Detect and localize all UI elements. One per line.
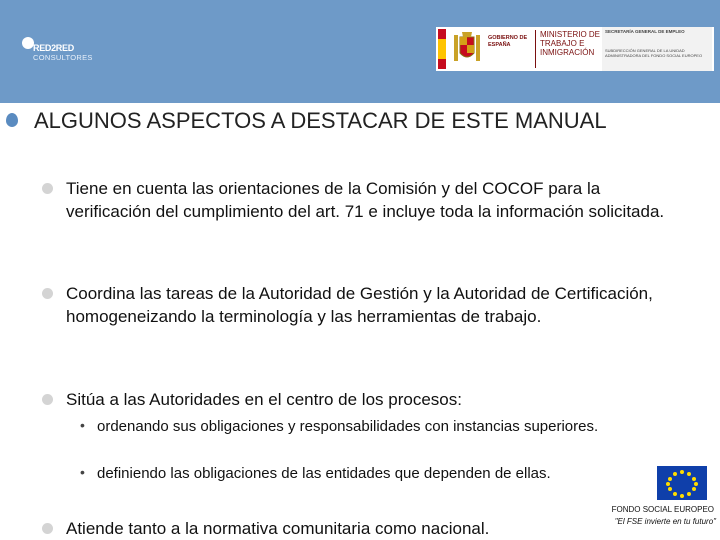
title-row xyxy=(0,103,720,143)
logo-text-primary: RED2RED xyxy=(33,43,74,53)
bullet-text: Sitúa a las Autoridades en el centro de los procesos: xyxy=(66,390,462,409)
sub-bullet-icon: • xyxy=(80,464,85,480)
eu-star-icon xyxy=(680,470,684,474)
coat-of-arms-icon xyxy=(452,31,482,67)
sub-bullet-text: definiendo las obligaciones de las entidades que dependen de ellas. xyxy=(97,465,551,482)
eu-star-icon xyxy=(666,482,670,486)
eu-star-icon xyxy=(673,472,677,476)
bullet-icon xyxy=(42,523,53,534)
eu-star-icon xyxy=(692,487,696,491)
bullet-text: Coordina las tareas de la Autoridad de Gestión y la Autoridad de Certificación, homogeneizando la terminología y las herramientas de trabajo. xyxy=(66,284,653,326)
eu-star-icon xyxy=(668,487,672,491)
header-band xyxy=(0,0,720,103)
slide-title: ALGUNOS ASPECTOS A DESTACAR DE ESTE MANUAL xyxy=(34,108,607,133)
eu-star-icon xyxy=(687,472,691,476)
bullet-icon xyxy=(42,394,53,405)
fse-motto: "El FSE invierte en tu futuro" xyxy=(614,517,716,526)
secretariat-label: SECRETARÍA GENERAL DE EMPLEO xyxy=(605,29,685,34)
spain-flag-icon xyxy=(438,29,446,69)
sub-bullet-icon: • xyxy=(80,417,85,433)
bullet-icon xyxy=(42,183,53,194)
fse-title: FONDO SOCIAL EUROPEO xyxy=(611,505,714,514)
bullet-icon xyxy=(42,288,53,299)
logo-divider xyxy=(535,30,536,68)
ministry-subunit-panel xyxy=(602,27,712,71)
eu-star-icon xyxy=(692,477,696,481)
government-label: GOBIERNO DE ESPAÑA xyxy=(488,35,528,48)
sub-bullet-text: ordenando sus obligaciones y responsabilidades con instancias superiores. xyxy=(97,418,599,435)
title-bullet-icon xyxy=(6,113,18,127)
eu-star-icon xyxy=(694,482,698,486)
ministry-label: MINISTERIO DE TRABAJO E INMIGRACIÓN xyxy=(540,30,601,57)
ministry-logo xyxy=(436,27,714,71)
logo-text-secondary: CONSULTORES xyxy=(33,53,93,62)
eu-star-icon xyxy=(668,477,672,481)
bullet-text: Tiene en cuenta las orientaciones de la Comisión y del COCOF para la verificación del cumplimiento del art. 71 e incluye toda la información solicitada. xyxy=(66,179,665,221)
subdirectorate-label: SUBDIRECCIÓN GENERAL DE LA UNIDAD ADMINISTRADORA DEL FONDO SOCIAL EUROPEO xyxy=(605,48,703,58)
eu-star-icon xyxy=(680,494,684,498)
eu-star-icon xyxy=(673,492,677,496)
eu-flag-icon xyxy=(657,466,707,500)
red2red-logo xyxy=(20,32,100,66)
eu-star-icon xyxy=(687,492,691,496)
bullet-text: Atiende tanto a la normativa comunitaria como nacional. xyxy=(66,519,490,538)
